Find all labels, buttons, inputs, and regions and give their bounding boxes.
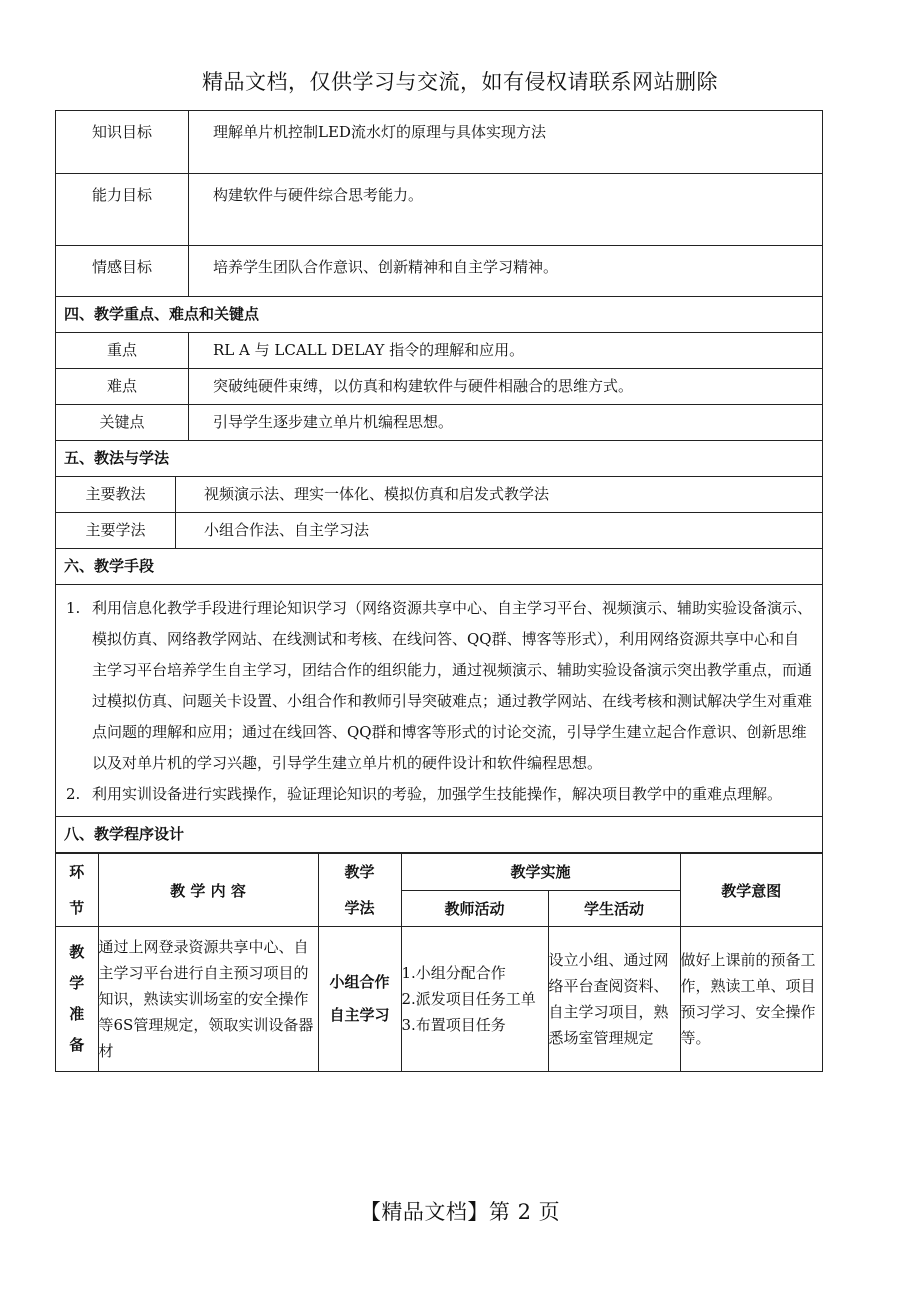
- page-header: 精品文档，仅供学习与交流，如有侵权请联系网站删除: [202, 70, 718, 94]
- method-row-teaching: [56, 477, 822, 513]
- method-label: 主要学法: [56, 513, 176, 548]
- header-method: [318, 854, 401, 927]
- goal-row-knowledge: [56, 111, 822, 174]
- header-implementation: 教学实施: [401, 854, 680, 891]
- goal-value: 构建软件与硬件综合思考能力。: [213, 186, 424, 204]
- stage-char: 教: [69, 943, 85, 961]
- teacher-activity-item: 2.派发项目任务工单: [401, 990, 536, 1008]
- method-line: 自主学习: [329, 1006, 390, 1024]
- key-value: RL A 与 LCALL DELAY 指令的理解和应用。: [213, 341, 525, 359]
- teacher-activity-item: 1.小组分配合作: [401, 964, 506, 982]
- header-intent: 教学意图: [680, 854, 822, 927]
- list-item-number: 2.: [66, 785, 81, 803]
- goal-row-emotion: [56, 246, 822, 297]
- header-teacher-activity: 教师活动: [401, 890, 548, 927]
- section-title-key-points: 四、教学重点、难点和关键点: [56, 297, 822, 333]
- key-label: 重点: [56, 333, 189, 368]
- section-title-methods: 五、教法与学法: [56, 441, 822, 477]
- goal-label: 能力目标: [56, 174, 189, 245]
- list-item-text: 利用信息化教学手段进行理论知识学习（网络资源共享中心、自主学习平台、视频演示、辅助实验设备演示、模拟仿真、网络教学网站、在线测试和考核、在线问答、QQ群、博客等形式），利用网络资源共享中心和自主学习平台培养学生自主学习，团结合作的组织能力，通过视频演示、辅助实验设备演示突出教学重点，而通过模拟仿真、问题关卡设置、小组合作和教师引导突破难点；通过教学网站、在线考核和测试解决学生对重难点问题的理解和应用；通过在线回答、QQ群和博客等形式的讨论交流，引导学生建立起合作意识、创新思维以及对单片机的学习兴趣，引导学生建立单片机的硬件设计和软件编程思想。: [92, 599, 813, 772]
- header-stage-line2: 节: [69, 899, 85, 917]
- teaching-means-list: [56, 585, 822, 817]
- header-stage: [56, 854, 98, 927]
- goal-value: 培养学生团队合作意识、创新精神和自主学习精神。: [213, 258, 559, 276]
- header-method-line1: 教学: [344, 863, 375, 881]
- method-row-learning: [56, 513, 822, 549]
- key-label: 难点: [56, 369, 189, 404]
- header-student-activity: 学生活动: [548, 890, 680, 927]
- intent-cell: 做好上课前的预备工作，熟读工单、项目预习学习、安全操作等。: [680, 927, 822, 1072]
- header-stage-line1: 环: [69, 863, 85, 881]
- goal-row-ability: [56, 174, 822, 246]
- goal-value: 理解单片机控制LED流水灯的原理与具体实现方法: [213, 123, 546, 141]
- section-title-means: 六、教学手段: [56, 549, 822, 585]
- stage-char: 备: [69, 1036, 85, 1054]
- key-label: 关键点: [56, 405, 189, 440]
- teacher-activity-item: 3.布置项目任务: [401, 1016, 506, 1034]
- key-value: 突破纯硬件束缚，以仿真和构建软件与硬件相融合的思维方式。: [213, 377, 634, 395]
- student-activity-cell: 设立小组、通过网络平台查阅资料、自主学习项目，熟悉场室管理规定: [548, 927, 680, 1072]
- key-value: 引导学生逐步建立单片机编程思想。: [213, 413, 454, 431]
- list-item-number: 1.: [66, 599, 81, 617]
- method-value: 小组合作法、自主学习法: [204, 521, 370, 539]
- method-cell: [318, 927, 401, 1072]
- method-label: 主要教法: [56, 477, 176, 512]
- stage-cell: [56, 927, 98, 1072]
- goal-label: 情感目标: [56, 246, 189, 296]
- method-line: 小组合作: [329, 973, 390, 991]
- stage-char: 准: [69, 1005, 85, 1023]
- stage-char: 学: [69, 974, 85, 992]
- list-item: [66, 593, 812, 779]
- table-row: [56, 927, 822, 1072]
- list-item: [66, 779, 812, 810]
- key-row-critical: [56, 405, 822, 441]
- page-footer: 【精品文档】第 2 页: [359, 1200, 561, 1224]
- section-title-procedure: 八、教学程序设计: [56, 817, 822, 853]
- key-row-focus: [56, 333, 822, 369]
- list-item-text: 利用实训设备进行实践操作，验证理论知识的考验，加强学生技能操作，解决项目教学中的重难点理解。: [92, 785, 783, 803]
- teacher-activity-cell: [401, 927, 548, 1072]
- lesson-plan-table: [55, 110, 823, 1072]
- goal-label: 知识目标: [56, 111, 189, 173]
- method-value: 视频演示法、理实一体化、模拟仿真和启发式教学法: [204, 485, 550, 503]
- content-cell: 通过上网登录资源共享中心、自主学习平台进行自主预习项目的知识，熟读实训场室的安全操作等6S管理规定，领取实训设备器材: [98, 927, 318, 1072]
- key-row-difficulty: [56, 369, 822, 405]
- procedure-table: [56, 853, 822, 1072]
- header-method-line2: 学法: [344, 899, 375, 917]
- header-content: 教 学 内 容: [98, 854, 318, 927]
